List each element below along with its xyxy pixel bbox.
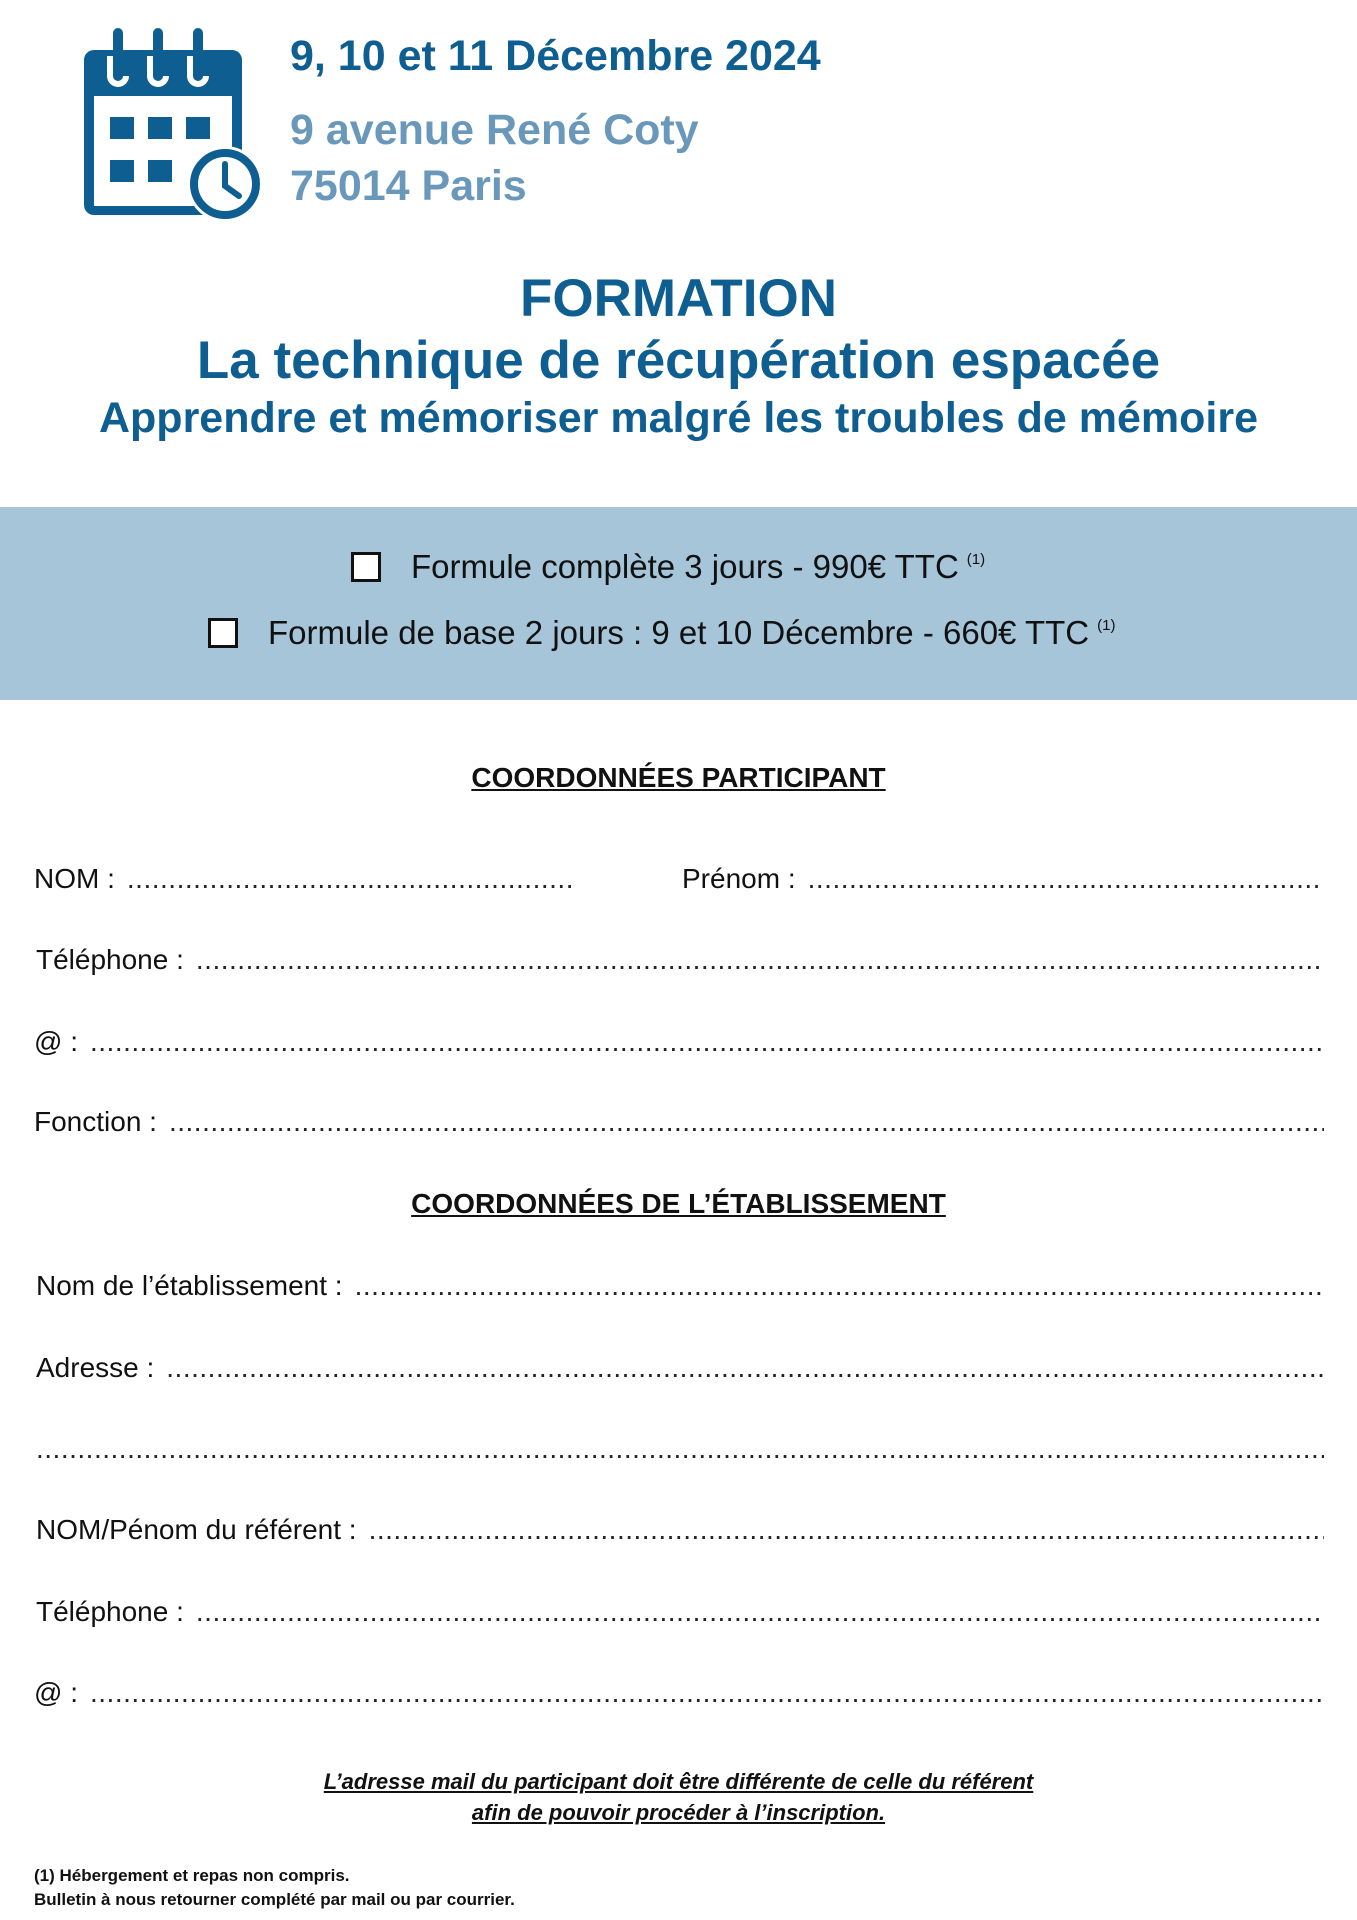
footnote-line-1: (1) Hébergement et repas non compris. — [34, 1866, 350, 1885]
page-tagline: Apprendre et mémoriser malgré les troubles de mémoire — [98, 394, 1258, 442]
establishment-email-field[interactable] — [34, 1677, 1324, 1709]
establishment-address-extra-line[interactable] — [36, 1433, 1324, 1465]
establishment-email-label: @ : — [34, 1677, 78, 1708]
referent-name-line[interactable] — [369, 1514, 1324, 1546]
establishment-phone-field[interactable] — [36, 1596, 1324, 1628]
participant-prenom-line[interactable] — [808, 863, 1322, 895]
checkbox-basic[interactable] — [208, 618, 238, 648]
option-full-label: Formule complète 3 jours - 990€ TTC — [411, 548, 959, 585]
participant-nom-field[interactable] — [34, 863, 572, 895]
establishment-name-line[interactable] — [355, 1270, 1324, 1302]
option-full[interactable] — [351, 548, 985, 586]
participant-phone-line[interactable] — [196, 944, 1322, 976]
establishment-address-label: Adresse : — [36, 1352, 155, 1383]
establishment-email-line[interactable] — [90, 1677, 1324, 1709]
participant-phone-field[interactable] — [36, 944, 1322, 976]
notice-line-1: L’adresse mail du participant doit être différente de celle du référent — [323, 1769, 1034, 1794]
participant-email-label: @ : — [34, 1026, 78, 1057]
referent-name-label: NOM/Pénom du référent : — [36, 1514, 357, 1545]
footnote-line-2: Bulletin à nous retourner complété par mail ou par courrier. — [34, 1890, 515, 1909]
establishment-address-line2[interactable] — [36, 1433, 1324, 1465]
establishment-phone-label: Téléphone : — [36, 1596, 184, 1627]
establishment-heading: COORDONNÉES DE L’ÉTABLISSEMENT — [411, 1188, 946, 1219]
establishment-phone-line[interactable] — [196, 1596, 1324, 1628]
address-street: 9 avenue René Coty — [290, 106, 699, 154]
establishment-address-field[interactable] — [36, 1352, 1324, 1384]
participant-email-field[interactable] — [34, 1026, 1324, 1058]
participant-prenom-field[interactable] — [682, 863, 1322, 895]
participant-heading: COORDONNÉES PARTICIPANT — [471, 762, 886, 793]
page-title: FORMATION — [520, 269, 837, 328]
establishment-address-line[interactable] — [166, 1352, 1324, 1384]
participant-email-line[interactable] — [90, 1026, 1324, 1058]
options-band — [0, 507, 1357, 700]
participant-nom-line[interactable] — [127, 863, 572, 895]
participant-nom-label: NOM : — [34, 863, 115, 894]
establishment-name-field[interactable] — [36, 1270, 1324, 1302]
participant-fonction-line[interactable] — [169, 1106, 1324, 1138]
participant-fonction-field[interactable] — [34, 1106, 1324, 1138]
option-full-note: (1) — [966, 550, 986, 568]
notice-line-2: afin de pouvoir procéder à l’inscription. — [471, 1800, 886, 1825]
participant-phone-label: Téléphone : — [36, 944, 184, 975]
checkbox-full[interactable] — [351, 552, 381, 582]
referent-name-field[interactable] — [36, 1514, 1324, 1546]
page-subtitle: La technique de récupération espacée — [196, 331, 1161, 390]
option-basic-note: (1) — [1097, 616, 1116, 634]
calendar-clock-icon — [80, 24, 265, 229]
participant-fonction-label: Fonction : — [34, 1106, 157, 1137]
participant-prenom-label: Prénom : — [682, 863, 796, 894]
address-city: 75014 Paris — [290, 162, 527, 210]
event-date: 9, 10 et 11 Décembre 2024 — [290, 32, 821, 80]
option-basic[interactable] — [208, 614, 1115, 652]
establishment-name-label: Nom de l’établissement : — [36, 1270, 343, 1301]
option-basic-label: Formule de base 2 jours : 9 et 10 Décembre - 660€ TTC — [268, 614, 1090, 651]
